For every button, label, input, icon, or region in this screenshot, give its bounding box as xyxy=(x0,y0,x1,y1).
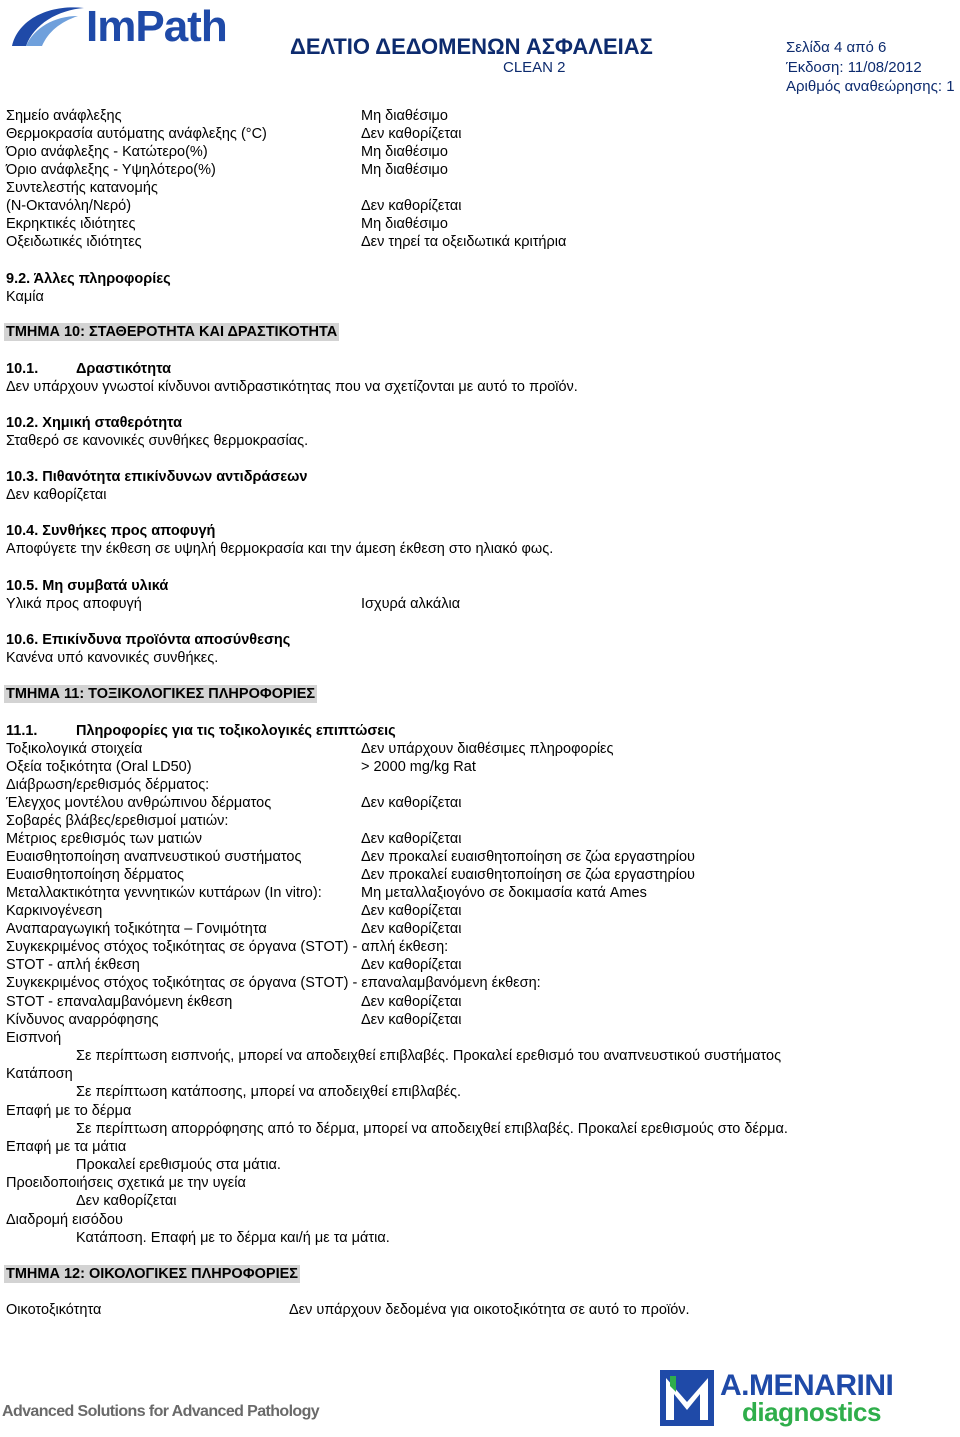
subsection-10-1-text: Δεν υπάρχουν γνωστοί κίνδυνοι αντιδραστικότητας που να σχετίζονται με αυτό το προϊόν. xyxy=(6,379,578,395)
property-value: Δεν τηρεί τα οξειδωτικά κριτήρια xyxy=(361,234,567,250)
route-label: Προειδοποιήσεις σχετικά με την υγεία xyxy=(6,1175,246,1191)
subsection-9-2-heading: 9.2. Άλλες πληροφορίες xyxy=(6,271,171,287)
property-label: Όριο ανάφλεξης - Κατώτερο(%) xyxy=(6,144,208,160)
subsection-11-1-heading: Πληροφορίες για τις τοξικολογικές επιπτώσεις xyxy=(76,723,396,739)
property-row xyxy=(6,197,956,215)
subsection-10-6-text: Κανένα υπό κανονικές συνθήκες. xyxy=(6,650,219,666)
tox-label: Μέτριος ερεθισμός των ματιών xyxy=(6,831,203,847)
route-text: Σε περίπτωση εισπνοής, μπορεί να αποδειχθεί επιβλαβές. Προκαλεί ερεθισμό του αναπνευστικού συστήματος xyxy=(76,1048,782,1064)
tox-label: STOT - επαναλαμβανόμενη έκθεση xyxy=(6,994,233,1010)
tox-value: Δεν υπάρχουν διαθέσιμες πληροφορίες xyxy=(361,741,614,757)
tox-row xyxy=(6,974,956,992)
section-12-title: ΤΜΗΜΑ 12: ΟΙΚΟΛΟΓΙΚΕΣ ΠΛΗΡΟΦΟΡΙΕΣ xyxy=(6,1266,298,1282)
subsection-10-5-label: Υλικά προς αποφυγή xyxy=(6,596,142,612)
tox-row xyxy=(6,866,956,884)
property-label: Εκρηκτικές ιδιότητες xyxy=(6,216,136,232)
section-10-title: ΤΜΗΜΑ 10: ΣΤΑΘΕΡΟΤΗΤΑ ΚΑΙ ΔΡΑΣΤΙΚΟΤΗΤΑ xyxy=(6,324,338,340)
subsection-10-3-text: Δεν καθορίζεται xyxy=(6,487,107,503)
route-text-row xyxy=(6,1156,956,1174)
subsection-11-1-number: 11.1. xyxy=(6,723,38,739)
property-label: Οξειδωτικές ιδιότητες xyxy=(6,234,142,250)
property-value: Μη διαθέσιμο xyxy=(361,162,448,178)
tox-row xyxy=(6,920,956,938)
property-label: Θερμοκρασία αυτόματης ανάφλεξης (°C) xyxy=(6,126,267,142)
tox-label: Αναπαραγωγική τοξικότητα – Γονιμότητα xyxy=(6,921,267,937)
tox-row xyxy=(6,938,956,956)
tox-value: Δεν προκαλεί ευαισθητοποίηση σε ζώα εργαστηρίου xyxy=(361,849,695,865)
route-label: Επαφή με τα μάτια xyxy=(6,1139,127,1155)
subsection-10-6-heading: 10.6. Επικίνδυνα προϊόντα αποσύνθεσης xyxy=(6,632,291,648)
property-label: Συντελεστής κατανομής xyxy=(6,180,158,196)
subsection-10-5-value: Ισχυρά αλκάλια xyxy=(361,596,461,612)
tox-value: Δεν καθορίζεται xyxy=(361,1012,462,1028)
route-label: Εισπνοή xyxy=(6,1030,62,1046)
property-row xyxy=(6,215,956,233)
subsection-9-2-text: Καμία xyxy=(6,289,44,305)
route-label: Κατάποση xyxy=(6,1066,73,1082)
property-row xyxy=(6,125,956,143)
route-label: Επαφή με το δέρμα xyxy=(6,1103,132,1119)
tox-label: Ευαισθητοποίηση αναπνευστικού συστήματος xyxy=(6,849,302,865)
page-number: Σελίδα 4 από 6 xyxy=(786,39,887,56)
tox-value: Δεν καθορίζεται xyxy=(361,795,462,811)
route-text-row xyxy=(6,1229,956,1247)
route-text: Δεν καθορίζεται xyxy=(76,1193,177,1209)
tox-value: Δεν καθορίζεται xyxy=(361,921,462,937)
route-text: Κατάποση. Επαφή με το δέρμα και/ή με τα μάτια. xyxy=(76,1230,390,1246)
property-value: Μη διαθέσιμο xyxy=(361,216,448,232)
tox-row xyxy=(6,812,956,830)
tox-label: Συγκεκριμένος στόχος τοξικότητας σε όργανα (STOT) - απλή έκθεση: xyxy=(6,939,449,955)
document-title: ΔΕΛΤΙΟ ΔΕΔΟΜΕΝΩΝ ΑΣΦΑΛΕΙΑΣ xyxy=(290,34,653,59)
route-text-row xyxy=(6,1120,956,1138)
property-value: Μη διαθέσιμο xyxy=(361,144,448,160)
tox-row xyxy=(6,1011,956,1029)
menarini-logo xyxy=(660,1370,940,1428)
tox-label: Σοβαρές βλάβες/ερεθισμοί ματιών: xyxy=(6,813,229,829)
subsection-10-1-number: 10.1. xyxy=(6,361,39,377)
tox-label: Καρκινογένεση xyxy=(6,903,103,919)
ecotoxicity-label: Οικοτοξικότητα xyxy=(6,1302,102,1318)
tox-row xyxy=(6,902,956,920)
tox-label: STOT - απλή έκθεση xyxy=(6,957,140,973)
property-row xyxy=(6,179,956,197)
route-label: Διαδρομή εισόδου xyxy=(6,1212,123,1228)
tox-value: > 2000 mg/kg Rat xyxy=(361,759,476,775)
menarini-brand-text: A.MENARINI xyxy=(720,1369,894,1402)
tox-value: Δεν προκαλεί ευαισθητοποίηση σε ζώα εργαστηρίου xyxy=(361,867,695,883)
property-row xyxy=(6,143,956,161)
property-label: Όριο ανάφλεξης - Υψηλότερο(%) xyxy=(6,162,216,178)
tox-row xyxy=(6,884,956,902)
section-11-title: ΤΜΗΜΑ 11: ΤΟΞΙΚΟΛΟΓΙΚΕΣ ΠΛΗΡΟΦΟΡΙΕΣ xyxy=(6,686,316,702)
edition-date: Έκδοση: 11/08/2012 xyxy=(786,59,922,76)
ecotoxicity-row xyxy=(6,1301,956,1319)
property-value: Μη διαθέσιμο xyxy=(361,108,448,124)
route-text: Σε περίπτωση απορρόφησης από το δέρμα, μπορεί να αποδειχθεί επιβλαβές. Προκαλεί ερεθισμούς στο δέρμα. xyxy=(76,1121,788,1137)
subsection-10-2-text: Σταθερό σε κανονικές συνθήκες θερμοκρασίας. xyxy=(6,433,309,449)
ecotoxicity-value: Δεν υπάρχουν δεδομένα για οικοτοξικότητα σε αυτό το προϊόν. xyxy=(289,1302,690,1318)
property-label: Σημείο ανάφλεξης xyxy=(6,108,122,124)
tox-row xyxy=(6,776,956,794)
property-row xyxy=(6,233,956,251)
tox-row xyxy=(6,848,956,866)
tox-label: Τοξικολογικά στοιχεία xyxy=(6,741,143,757)
route-text-row xyxy=(6,1083,956,1101)
subsection-10-1-heading: Δραστικότητα xyxy=(76,361,172,377)
tox-row xyxy=(6,794,956,812)
product-name: CLEAN 2 xyxy=(503,59,566,76)
tox-label: Διάβρωση/ερεθισμός δέρματος: xyxy=(6,777,210,793)
property-value: Δεν καθορίζεται xyxy=(361,126,462,142)
tox-value: Μη μεταλλαξιογόνο σε δοκιμασία κατά Ames xyxy=(361,885,647,901)
tox-row xyxy=(6,993,956,1011)
tox-label: Οξεία τοξικότητα (Oral LD50) xyxy=(6,759,192,775)
impath-swoosh-icon xyxy=(8,2,88,52)
subsection-10-2-heading: 10.2. Χημική σταθερότητα xyxy=(6,415,183,431)
impath-logo xyxy=(8,2,268,54)
tox-value: Δεν καθορίζεται xyxy=(361,994,462,1010)
property-row xyxy=(6,107,956,125)
tox-label: Συγκεκριμένος στόχος τοξικότητας σε όργανα (STOT) - επαναλαμβανόμενη έκθεση: xyxy=(6,975,541,991)
subsection-10-5-heading: 10.5. Μη συμβατά υλικά xyxy=(6,578,169,594)
subsection-10-4-text: Αποφύγετε την έκθεση σε υψηλή θερμοκρασία και την άμεση έκθεση στο ηλιακό φως. xyxy=(6,541,554,557)
subsection-10-4-heading: 10.4. Συνθήκες προς αποφυγή xyxy=(6,523,216,539)
menarini-mark-icon xyxy=(660,1370,714,1426)
subsection-10-3-heading: 10.3. Πιθανότητα επικίνδυνων αντιδράσεων xyxy=(6,469,308,485)
property-label: (N-Οκτανόλη/Νερό) xyxy=(6,198,132,214)
tox-label: Μεταλλακτικότητα γεννητικών κυττάρων (In vitro): xyxy=(6,885,322,901)
tox-label: Έλεγχος μοντέλου ανθρώπινου δέρματος xyxy=(6,795,272,811)
logo-text: ImPath xyxy=(86,2,227,51)
tox-value: Δεν καθορίζεται xyxy=(361,957,462,973)
property-value: Δεν καθορίζεται xyxy=(361,198,462,214)
property-row xyxy=(6,161,956,179)
tox-label: Κίνδυνος αναρρόφησης xyxy=(6,1012,159,1028)
route-text-row xyxy=(6,1192,956,1210)
tox-label: Ευαισθητοποίηση δέρματος xyxy=(6,867,184,883)
tox-value: Δεν καθορίζεται xyxy=(361,903,462,919)
tox-row xyxy=(6,830,956,848)
route-text: Προκαλεί ερεθισμούς στα μάτια. xyxy=(76,1157,281,1173)
footer-tagline: Advanced Solutions for Advanced Pathology xyxy=(2,1403,320,1420)
tox-row xyxy=(6,758,956,776)
menarini-sub-text: diagnostics xyxy=(742,1397,881,1427)
tox-value: Δεν καθορίζεται xyxy=(361,831,462,847)
route-text: Σε περίπτωση κατάποσης, μπορεί να αποδειχθεί επιβλαβές. xyxy=(76,1084,462,1100)
route-text-row xyxy=(6,1047,956,1065)
tox-row xyxy=(6,956,956,974)
tox-row xyxy=(6,740,956,758)
revision-number: Αριθμός αναθεώρησης: 1 xyxy=(786,78,955,95)
